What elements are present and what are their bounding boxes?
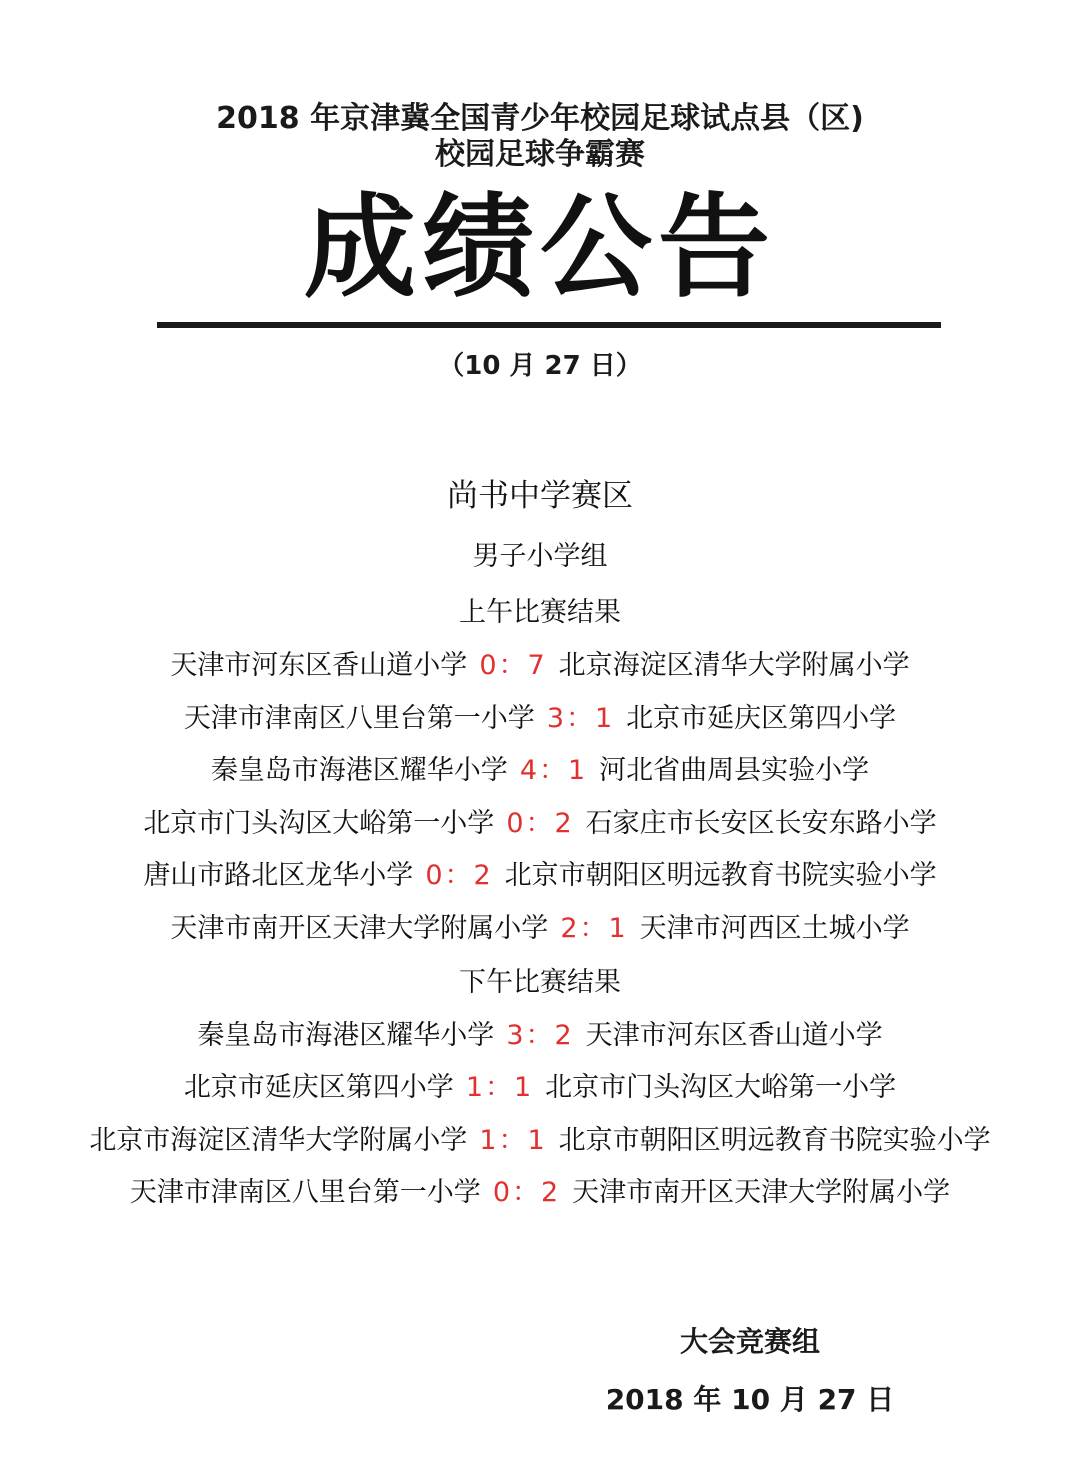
home-team: 秦皇岛市海港区耀华小学: [210, 755, 508, 787]
document-title-line1: 2018 年京津冀全国青少年校园足球试点县（区): [216, 101, 864, 136]
match-row: [0, 1115, 1080, 1168]
venue-heading: 尚书中学赛区: [447, 478, 633, 514]
main-title: 成绩公告: [304, 183, 776, 313]
match-score: 3：1: [546, 702, 615, 734]
announcement-date: （10 月 27 日）: [438, 351, 642, 381]
home-team: 天津市南开区天津大学附属小学: [170, 912, 549, 944]
title-divider: [157, 322, 941, 328]
home-team: 唐山市路北区龙华小学: [143, 860, 414, 892]
match-row: [0, 1010, 1080, 1063]
home-team: 秦皇岛市海港区耀华小学: [197, 1019, 495, 1051]
morning-heading: 上午比赛结果: [459, 597, 621, 628]
results-section: [0, 470, 1080, 1220]
afternoon-heading: 下午比赛结果: [459, 966, 621, 998]
match-score: 0：2: [492, 1177, 561, 1209]
match-score: 0：7: [479, 650, 547, 681]
match-row: [0, 903, 1080, 956]
away-team: 天津市河西区土城小学: [639, 912, 910, 944]
home-team: 天津市河东区香山道小学: [170, 650, 468, 681]
signature-date: 2018 年 10 月 27 日: [605, 1383, 895, 1416]
away-team: 石家庄市长安区长安东路小学: [585, 807, 937, 839]
home-team: 北京市海淀区清华大学附属小学: [89, 1124, 468, 1156]
away-team: 天津市南开区天津大学附属小学: [572, 1177, 951, 1209]
match-score: 0：2: [506, 807, 574, 839]
match-score: 2：1: [560, 912, 628, 944]
match-row: [0, 1167, 1080, 1220]
match-row: [0, 798, 1080, 851]
home-team: 北京市延庆区第四小学: [183, 1072, 454, 1104]
group-heading: 男子小学组: [472, 541, 608, 572]
away-team: 北京市延庆区第四小学: [626, 702, 897, 734]
match-score: 0：2: [425, 860, 493, 892]
away-team: 北京市朝阳区明远教育书院实验小学: [504, 860, 937, 892]
away-team: 北京市门头沟区大峪第一小学: [545, 1072, 897, 1104]
match-score: 1：1: [465, 1072, 534, 1104]
home-team: 天津市津南区八里台第一小学: [129, 1177, 481, 1209]
home-team: 天津市津南区八里台第一小学: [183, 702, 535, 734]
match-row: [0, 850, 1080, 903]
match-row: [0, 745, 1080, 798]
away-team: 河北省曲周县实验小学: [599, 755, 870, 787]
organizer-signature: 大会竞赛组: [679, 1325, 820, 1358]
match-score: 4：1: [519, 755, 588, 787]
match-row: [0, 640, 1080, 693]
match-score: 1：1: [479, 1124, 547, 1156]
match-score: 3：2: [506, 1019, 574, 1051]
match-row: [0, 693, 1080, 746]
match-row: [0, 1062, 1080, 1115]
away-team: 北京市朝阳区明远教育书院实验小学: [558, 1124, 991, 1156]
away-team: 北京海淀区清华大学附属小学: [558, 650, 910, 681]
document-title-line2: 校园足球争霸赛: [435, 137, 645, 172]
away-team: 天津市河东区香山道小学: [585, 1019, 883, 1051]
home-team: 北京市门头沟区大峪第一小学: [143, 807, 495, 839]
